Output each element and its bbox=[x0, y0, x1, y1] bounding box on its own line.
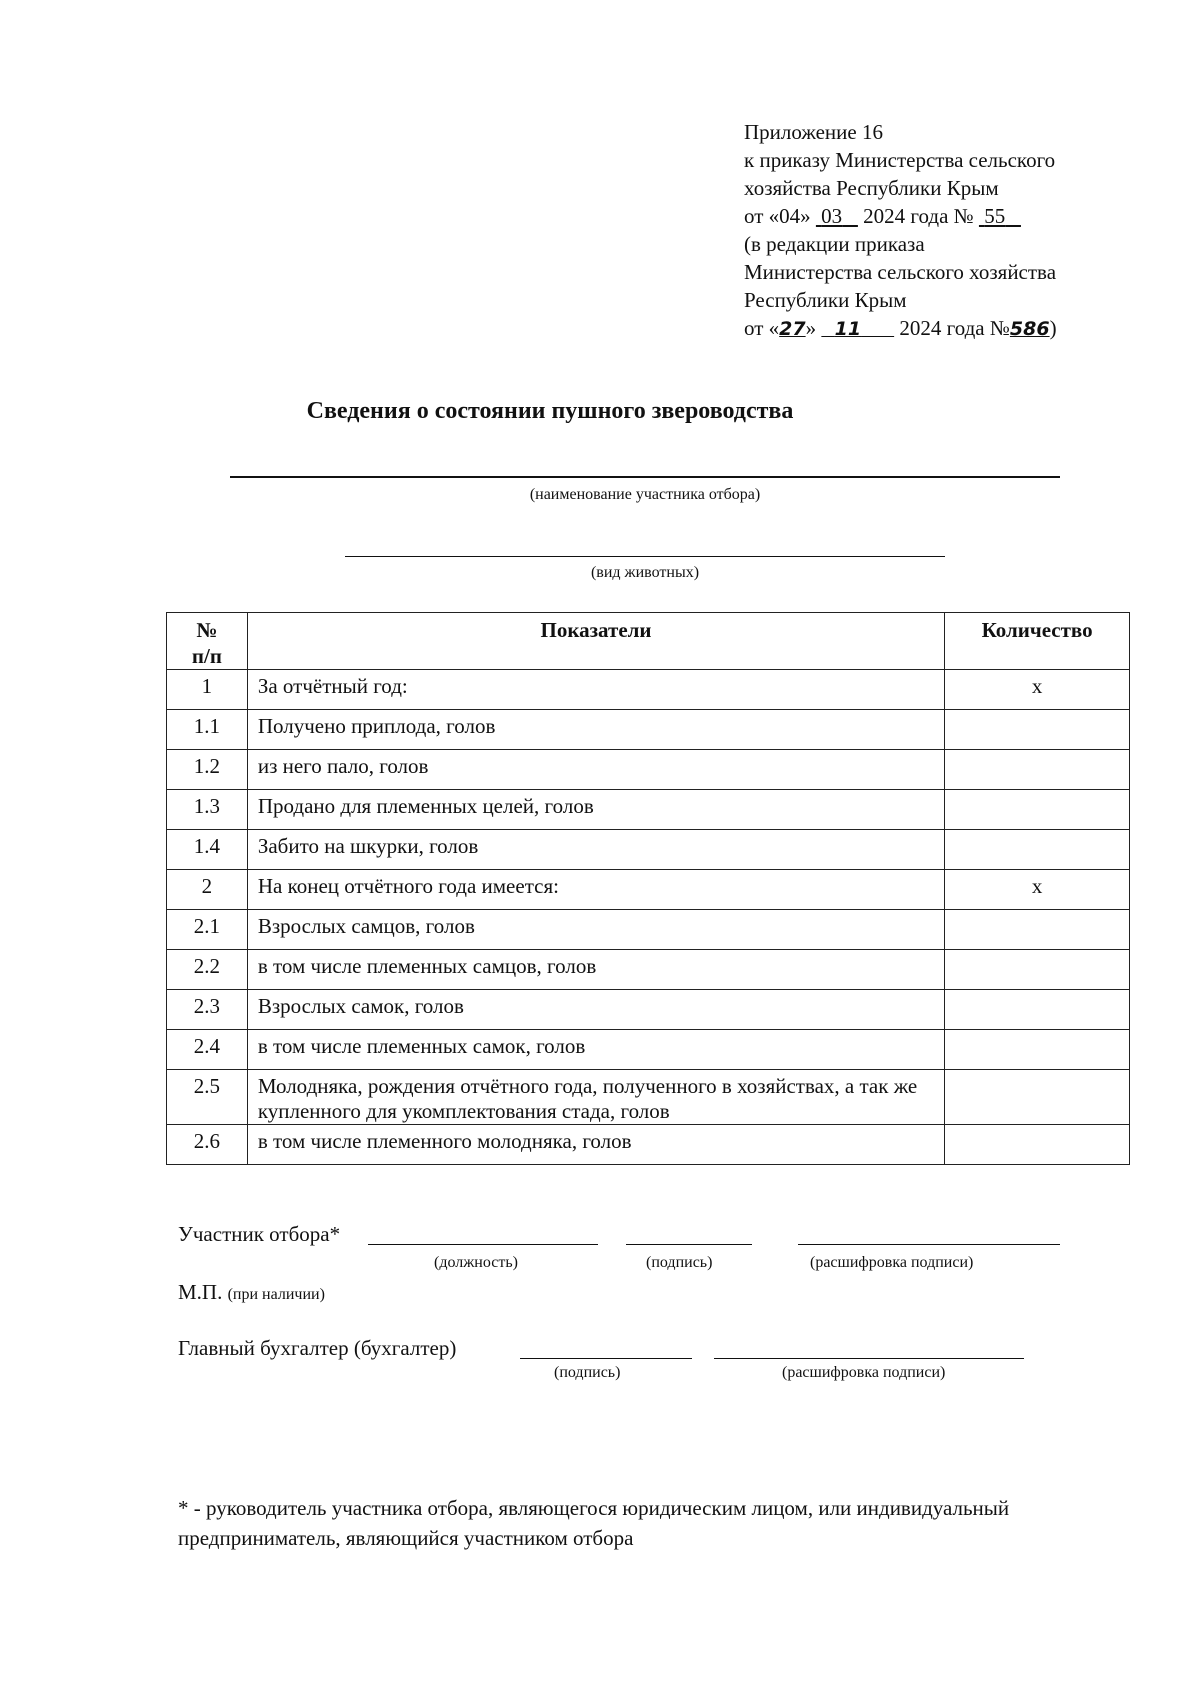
revision-date-mid: » bbox=[805, 316, 817, 340]
indicators-table bbox=[166, 612, 1130, 1165]
row-indicator: Получено приплода, голов bbox=[247, 710, 944, 750]
participant-label: Участник отбора* bbox=[178, 1222, 341, 1246]
stamp-note: (при наличии) bbox=[227, 1286, 325, 1303]
row-quantity bbox=[945, 790, 1130, 830]
header-indicator: Показатели bbox=[247, 613, 944, 670]
header-quantity: Количество bbox=[945, 613, 1130, 670]
row-number: 1.2 bbox=[167, 750, 248, 790]
appendix-header bbox=[744, 118, 1164, 343]
table-row bbox=[167, 1070, 1130, 1125]
order-number: 55 bbox=[984, 204, 1006, 228]
appendix-line-3: хозяйства Республики Крым bbox=[744, 176, 999, 200]
table-row bbox=[167, 910, 1130, 950]
order-date-prefix: от «04» bbox=[744, 204, 811, 228]
appendix-line-1: Приложение 16 bbox=[744, 120, 883, 144]
row-number: 2.2 bbox=[167, 950, 248, 990]
animal-type-caption: (вид животных) bbox=[590, 564, 700, 581]
revision-date-prefix: от « bbox=[744, 316, 780, 340]
accountant-decoding-line bbox=[714, 1358, 1024, 1359]
appendix-line-6: Министерства сельского хозяйства bbox=[744, 260, 1057, 284]
table-row bbox=[167, 670, 1130, 710]
table-row bbox=[167, 710, 1130, 750]
row-quantity bbox=[945, 1125, 1130, 1165]
table-row bbox=[167, 870, 1130, 910]
row-indicator: Взрослых самок, голов bbox=[247, 990, 944, 1030]
revision-year: 2024 года № bbox=[899, 316, 1010, 340]
handwritten-day: 27 bbox=[779, 318, 806, 340]
participant-decoding-caption: (расшифровка подписи) bbox=[810, 1254, 974, 1271]
row-indicator: Взрослых самцов, голов bbox=[247, 910, 944, 950]
appendix-line-4 bbox=[744, 202, 1164, 230]
row-indicator: в том числе племенного молодняка, голов bbox=[247, 1125, 944, 1165]
header-num bbox=[167, 613, 248, 670]
row-quantity bbox=[945, 950, 1130, 990]
row-indicator: в том числе племенных самцов, голов bbox=[247, 950, 944, 990]
row-indicator: Молодняка, рождения отчётного года, полученного в хозяйствах, а так же купленного для укомплектования стада, голов bbox=[247, 1070, 944, 1125]
stamp-label: М.П. bbox=[178, 1280, 223, 1304]
table-body bbox=[167, 670, 1130, 1165]
position-line bbox=[368, 1244, 598, 1245]
participant-signature-line bbox=[626, 1244, 752, 1245]
table-row bbox=[167, 1125, 1130, 1165]
row-number: 1.1 bbox=[167, 710, 248, 750]
row-indicator: в том числе племенных самок, голов bbox=[247, 1030, 944, 1070]
header-num-pp: п/п bbox=[191, 644, 222, 668]
animal-type-line bbox=[345, 556, 945, 557]
row-quantity bbox=[945, 910, 1130, 950]
revision-suffix: ) bbox=[1049, 316, 1057, 340]
row-number: 2.3 bbox=[167, 990, 248, 1030]
appendix-line-5: (в редакции приказа bbox=[744, 232, 925, 256]
header-num-sign: № bbox=[196, 618, 218, 642]
participant-name-caption: (наименование участника отбора) bbox=[529, 486, 761, 503]
row-number: 1 bbox=[167, 670, 248, 710]
row-quantity bbox=[945, 710, 1130, 750]
accountant-label: Главный бухгалтер (бухгалтер) bbox=[178, 1336, 457, 1360]
accountant-signature-caption: (подпись) bbox=[554, 1364, 621, 1381]
handwritten-month: 11 bbox=[834, 318, 862, 340]
order-month: 03 bbox=[821, 204, 843, 228]
row-number: 2.6 bbox=[167, 1125, 248, 1165]
row-quantity bbox=[945, 750, 1130, 790]
participant-decoding-line bbox=[798, 1244, 1060, 1245]
row-indicator: из него пало, голов bbox=[247, 750, 944, 790]
table-row bbox=[167, 830, 1130, 870]
row-quantity bbox=[945, 990, 1130, 1030]
appendix-line-2: к приказу Министерства сельского bbox=[744, 148, 1056, 172]
row-number: 2.4 bbox=[167, 1030, 248, 1070]
row-number: 2 bbox=[167, 870, 248, 910]
document-title: Сведения о состоянии пушного звероводства bbox=[306, 398, 794, 424]
handwritten-number: 586 bbox=[1009, 318, 1050, 340]
footnote: * - руководитель участника отбора, являющегося юридическим лицом, или индивидуальный предприниматель, являющийся участником отбора bbox=[178, 1496, 1010, 1550]
row-number: 1.3 bbox=[167, 790, 248, 830]
participant-signature-caption: (подпись) bbox=[646, 1254, 713, 1271]
row-indicator: На конец отчётного года имеется: bbox=[247, 870, 944, 910]
row-quantity: x bbox=[945, 670, 1130, 710]
accountant-signature-line bbox=[520, 1358, 692, 1359]
stamp-place bbox=[178, 1280, 325, 1305]
row-quantity bbox=[945, 1030, 1130, 1070]
table-row bbox=[167, 750, 1130, 790]
table-row bbox=[167, 990, 1130, 1030]
row-number: 1.4 bbox=[167, 830, 248, 870]
table-header-row bbox=[167, 613, 1130, 670]
row-quantity: x bbox=[945, 870, 1130, 910]
table-row bbox=[167, 790, 1130, 830]
row-quantity bbox=[945, 1070, 1130, 1125]
position-caption: (должность) bbox=[434, 1254, 518, 1271]
row-indicator: Продано для племенных целей, голов bbox=[247, 790, 944, 830]
row-indicator: За отчётный год: bbox=[247, 670, 944, 710]
table-row bbox=[167, 1030, 1130, 1070]
participant-name-line bbox=[230, 476, 1060, 478]
row-quantity bbox=[945, 830, 1130, 870]
row-number: 2.5 bbox=[167, 1070, 248, 1125]
appendix-line-8 bbox=[744, 314, 1164, 343]
appendix-line-7: Республики Крым bbox=[744, 288, 907, 312]
row-indicator: Забито на шкурки, голов bbox=[247, 830, 944, 870]
table-row bbox=[167, 950, 1130, 990]
accountant-decoding-caption: (расшифровка подписи) bbox=[782, 1364, 946, 1381]
row-number: 2.1 bbox=[167, 910, 248, 950]
order-year: 2024 года № bbox=[863, 204, 974, 228]
